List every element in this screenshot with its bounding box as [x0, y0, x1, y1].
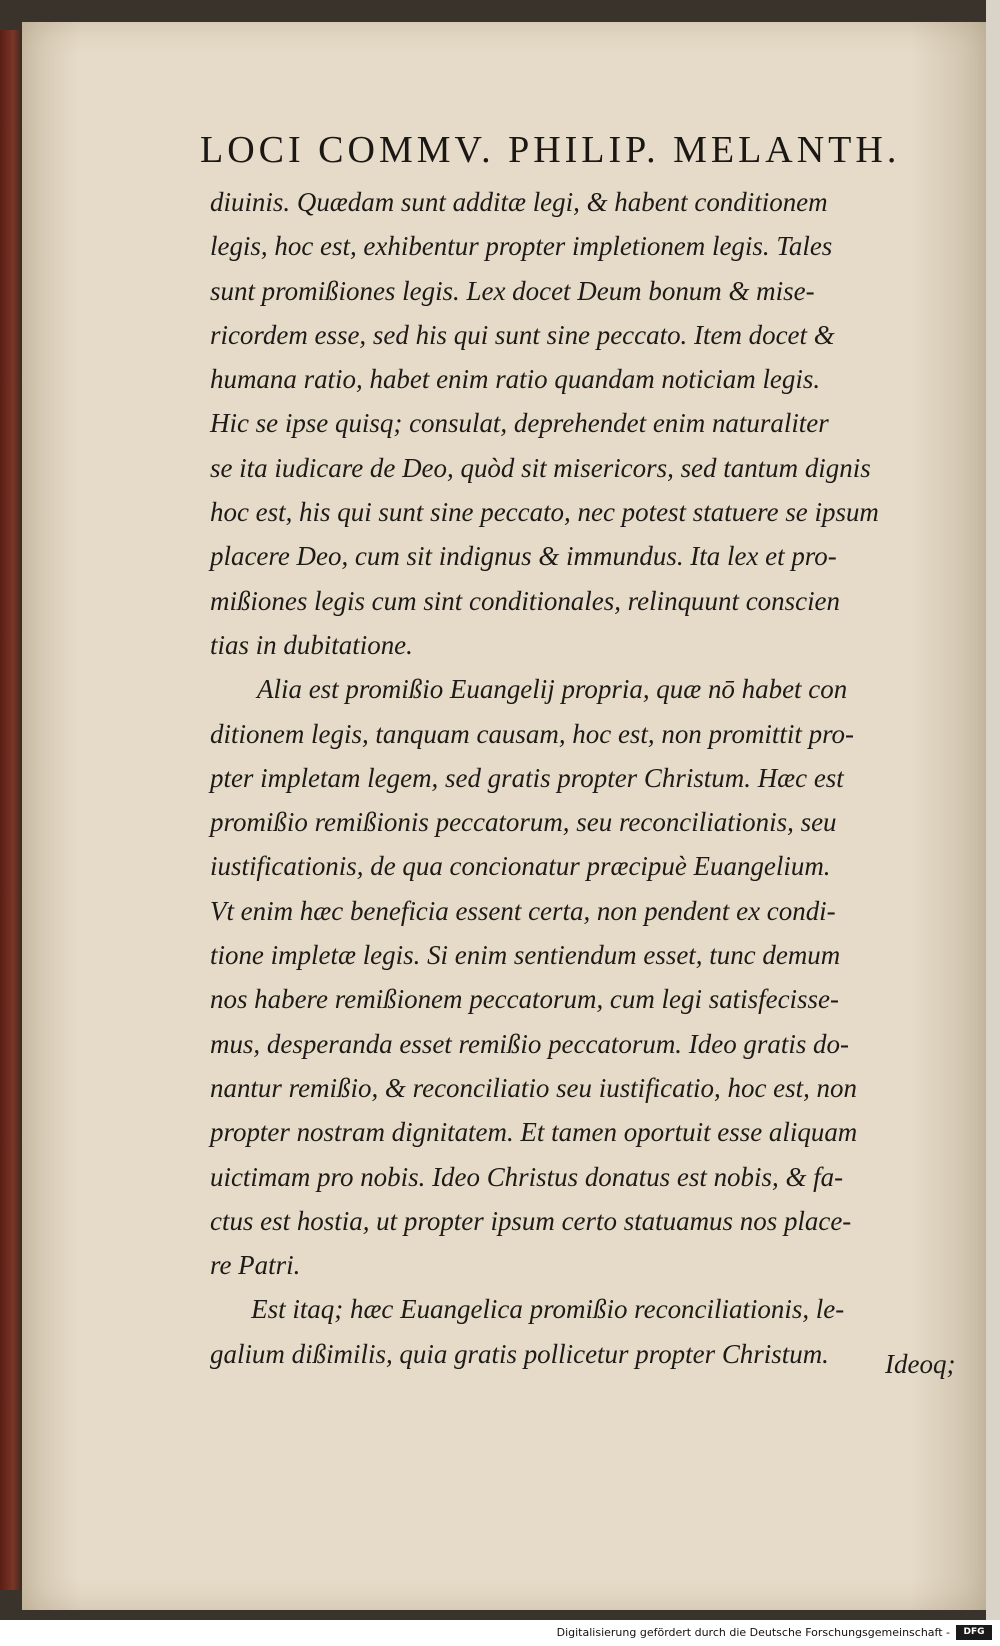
text-line: tione impletæ legis. Si enim sentiendum esset, tunc demum — [210, 939, 841, 971]
text-line: galium dißimilis, quia gratis pollicetur propter Christum. — [210, 1337, 829, 1369]
text-line: placere Deo, cum sit indignus & immundus. Ita lex et pro- — [210, 540, 837, 572]
book-edge — [0, 30, 22, 1590]
text-line: pter impletam legem, sed gratis propter Christum. Hæc est — [210, 761, 844, 793]
text-line: sunt promißiones legis. Lex docet Deum bonum & mise- — [210, 274, 815, 306]
paragraph-start-line: Est itaq; hæc Euangelica promißio reconciliationis, le- — [251, 1293, 845, 1325]
text-line: uictimam pro nobis. Ideo Christus donatus est nobis, & fa- — [210, 1160, 844, 1192]
text-line: re Patri. — [210, 1249, 301, 1281]
text-line: tias in dubitatione. — [210, 628, 413, 660]
text-line: mus, desperanda esset remißio peccatorum. Ideo gratis do- — [210, 1027, 849, 1059]
text-line: iustificationis, de qua concionatur præcipuè Euangelium. — [210, 850, 831, 882]
footer-bar — [0, 1620, 1000, 1646]
catchword: Ideoq; — [885, 1349, 956, 1379]
text-line: Hic se ipse quisq; consulat, deprehendet enim naturaliter — [210, 407, 829, 439]
page-body — [210, 180, 970, 1376]
text-line: nos habere remißionem peccatorum, cum legi satisfecisse- — [210, 983, 839, 1015]
dfg-logo: DFG — [956, 1625, 992, 1640]
text-line: mißiones legis cum sint conditionales, relinquunt conscien — [210, 584, 841, 616]
text-line: humana ratio, habet enim ratio quandam noticiam legis. — [210, 363, 821, 395]
text-line: ditionem legis, tanquam causam, hoc est, non promittit pro- — [210, 717, 855, 749]
text-line: legis, hoc est, exhibentur propter impletionem legis. Tales — [210, 230, 833, 262]
text-line: hoc est, his qui sunt sine peccato, nec potest statuere se ipsum — [210, 496, 879, 528]
paragraph-start-line: Alia est promißio Euangelij propria, quæ nō habet con — [257, 673, 848, 705]
funding-credit: Digitalisierung gefördert durch die Deutsche Forschungsgemeinschaft - — [556, 1626, 950, 1639]
text-line: se ita iudicare de Deo, quòd sit misericors, sed tantum dignis — [210, 451, 871, 483]
text-line: ricordem esse, sed his qui sunt sine peccato. Item docet & — [210, 318, 835, 350]
text-line: diuinis. Quædam sunt additæ legi, & habent conditionem — [210, 186, 828, 217]
text-line: ctus est hostia, ut propter ipsum certo statuamus nos place- — [210, 1204, 852, 1236]
running-header: LOCI COMMV. PHILIP. MELANTH. — [200, 129, 901, 171]
text-line: Vt enim hæc beneficia essent certa, non pendent ex condi- — [210, 894, 836, 926]
text-line: propter nostram dignitatem. Et tamen oportuit esse aliquam — [210, 1116, 858, 1148]
text-line: promißio remißionis peccatorum, seu reconciliationis, seu — [210, 806, 837, 838]
right-margin-strip — [986, 0, 1000, 1620]
text-line: nantur remißio, & reconciliatio seu iustificatio, hoc est, non — [210, 1071, 857, 1103]
